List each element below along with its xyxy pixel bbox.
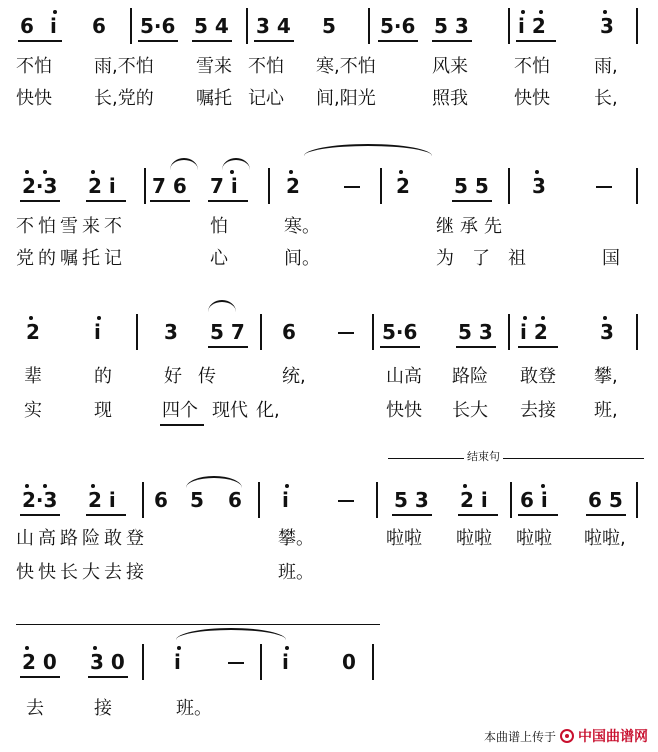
note: 6 [228, 488, 242, 512]
note: 5·6 [380, 14, 416, 38]
note: 6 [154, 488, 168, 512]
note: 2 0 [22, 650, 57, 674]
lyric-line-1: 雨,不怕 [94, 56, 154, 77]
high-dot [541, 484, 545, 488]
underline-beam [392, 514, 432, 516]
lyric-line-2: 班。 [278, 562, 314, 583]
tie-slur [208, 300, 236, 312]
high-dot [603, 316, 607, 320]
note: 3 [532, 174, 546, 198]
lyric-line-2: 化, [256, 400, 280, 421]
underline-beam [88, 676, 128, 678]
underline-beam [432, 40, 472, 42]
barline [368, 8, 370, 44]
underline-beam [86, 514, 126, 516]
barline [372, 314, 374, 350]
underline-beam [18, 40, 62, 42]
sustain-dash [344, 186, 360, 188]
lyric-line-2: 间。 [284, 248, 320, 269]
barline [260, 644, 262, 680]
lyric-line-2: 心 [210, 248, 228, 269]
score-system-5 [16, 614, 652, 724]
lyric-line-2: 长,党的 [94, 88, 154, 109]
lyric-line-1: 的 [94, 366, 112, 387]
footer-text: 本曲谱上传于 [483, 729, 556, 744]
high-dot [177, 646, 181, 650]
underline-beam [378, 40, 418, 42]
note: 6 [20, 14, 34, 38]
high-dot [285, 646, 289, 650]
lyric-line-2: 四个 [162, 400, 198, 421]
note: i [282, 650, 289, 674]
note: 5 3 [394, 488, 429, 512]
ending-bracket-line [16, 624, 380, 625]
barline [142, 482, 144, 518]
barline [508, 314, 510, 350]
note: 5 4 [194, 14, 229, 38]
note: 2 i [88, 174, 116, 198]
underline-beam [452, 200, 492, 202]
underline-beam [516, 40, 556, 42]
underline-beam [20, 676, 60, 678]
site-logo-icon [560, 729, 574, 743]
lyric-line-1: 敢登 [520, 366, 556, 387]
lyric-line-1: 啦啦, [584, 528, 626, 549]
underline-beam [208, 200, 248, 202]
high-dot [91, 170, 95, 174]
note: i [94, 320, 101, 344]
underline-beam [138, 40, 178, 42]
note: 2 [286, 174, 300, 198]
lyric-line-1: 寒,不怕 [316, 56, 376, 77]
barline [636, 8, 638, 44]
underline-beam [254, 40, 294, 42]
underline-beam [20, 514, 60, 516]
lyric-line-1: 攀, [594, 366, 618, 387]
lyric-line-2: 快快长大去接 [16, 562, 148, 583]
note: 7 6 [152, 174, 187, 198]
barline [268, 168, 270, 204]
high-dot [535, 170, 539, 174]
lyric-line-2: 记心 [248, 88, 284, 109]
lyric-line-2: 去接 [520, 400, 556, 421]
high-dot [97, 316, 101, 320]
tie-slur [170, 158, 198, 170]
note: 3 4 [256, 14, 291, 38]
underline-beam [20, 200, 60, 202]
note: 6 [282, 320, 296, 344]
lyric-line-1: 山高路险敢登 [16, 528, 148, 549]
note: 2·3 [22, 174, 58, 198]
lyric-line-2: 国 [602, 248, 620, 269]
note: i [282, 488, 289, 512]
note: 2 [396, 174, 410, 198]
lyric-line-1: 啦啦 [456, 528, 492, 549]
lyric-line-2: 快快 [16, 88, 52, 109]
lyric-line-1: 山高 [386, 366, 422, 387]
underline-beam [518, 514, 558, 516]
high-dot [539, 10, 543, 14]
barline [636, 168, 638, 204]
sustain-dash [596, 186, 612, 188]
note: 5·6 [140, 14, 176, 38]
note: i [174, 650, 181, 674]
note: 5 5 [454, 174, 489, 198]
sustain-dash [228, 662, 244, 664]
lyric-line-2: 间,阳光 [316, 88, 376, 109]
high-dot [289, 170, 293, 174]
score-system-1 [16, 8, 652, 118]
note: 5 [322, 14, 336, 38]
lyric-line-2: 实 [24, 400, 42, 421]
note: i 2 [518, 14, 546, 38]
barline [510, 482, 512, 518]
lyric-line-1: 路险 [452, 366, 488, 387]
note: 2 [26, 320, 40, 344]
sustain-dash [338, 500, 354, 502]
lyric-line-1: 啦啦 [516, 528, 552, 549]
note: 0 [342, 650, 356, 674]
note: i 2 [520, 320, 548, 344]
note: i [50, 14, 57, 38]
lyric-line-1: 啦啦 [386, 528, 422, 549]
note: 3 0 [90, 650, 125, 674]
lyric-line-2: 现 [94, 400, 112, 421]
barline [380, 168, 382, 204]
high-dot [285, 484, 289, 488]
high-dot [43, 484, 47, 488]
lyric-line-2: 现代 [212, 400, 248, 421]
underline-beam [586, 514, 626, 516]
lyric-line-2: 长大 [452, 400, 488, 421]
lyric-line-1: 班。 [176, 698, 212, 719]
underline-beam [380, 346, 420, 348]
barline [636, 482, 638, 518]
lyric-line-1: 雨, [594, 56, 618, 77]
lyric-line-1: 攀。 [278, 528, 314, 549]
underline-beam [456, 346, 496, 348]
barline [636, 314, 638, 350]
tie-slur [186, 476, 242, 488]
underline-beam [86, 200, 126, 202]
note: 6 5 [588, 488, 623, 512]
underline-beam [518, 346, 558, 348]
high-dot [25, 170, 29, 174]
barline [260, 314, 262, 350]
high-dot [541, 316, 545, 320]
ending-bracket-line [388, 458, 644, 459]
note: 3 [164, 320, 178, 344]
high-dot [43, 170, 47, 174]
high-dot [53, 10, 57, 14]
watermark-footer [484, 726, 648, 746]
score-system-3 [16, 300, 652, 440]
tie-slur [222, 158, 250, 170]
lyric-line-2: 长, [594, 88, 618, 109]
lyric-line-1: 寒。 [284, 216, 320, 237]
underline-beam [208, 346, 248, 348]
barline [130, 8, 132, 44]
barline [258, 482, 260, 518]
underline-beam [150, 200, 190, 202]
lyric-line-2: 嘱托 [196, 88, 232, 109]
note: 2·3 [22, 488, 58, 512]
high-dot [399, 170, 403, 174]
barline [246, 8, 248, 44]
barline [508, 8, 510, 44]
note: 3 [600, 320, 614, 344]
note: 5 [190, 488, 204, 512]
note: 2 i [460, 488, 488, 512]
lyric-line-2: 快快 [386, 400, 422, 421]
final-barline-thin [372, 644, 374, 680]
lyric-line-1: 雪来 [196, 56, 232, 77]
lyric-line-1: 怕 [210, 216, 228, 237]
lyric-line-2: 班, [594, 400, 618, 421]
lyric-line-1: 不怕雪来不 [16, 216, 126, 237]
lyric-line-1: 继承先 [436, 216, 508, 237]
note: 7 i [210, 174, 238, 198]
note: 6 [92, 14, 106, 38]
note: 5·6 [382, 320, 418, 344]
sustain-dash [338, 332, 354, 334]
high-dot [521, 10, 525, 14]
high-dot [463, 484, 467, 488]
tie-slur [176, 628, 286, 640]
lyric-underline [160, 424, 204, 426]
score-system-2 [16, 144, 652, 274]
underline-beam [192, 40, 232, 42]
high-dot [25, 484, 29, 488]
lyric-line-1: 去 [26, 698, 44, 719]
note: 6 i [520, 488, 548, 512]
high-dot [603, 10, 607, 14]
barline [144, 168, 146, 204]
barline [508, 168, 510, 204]
underline-beam [458, 514, 498, 516]
high-dot [91, 484, 95, 488]
lyric-line-2: 快快 [514, 88, 550, 109]
lyric-line-1: 辈 [24, 366, 42, 387]
lyric-line-2: 照我 [432, 88, 468, 109]
high-dot [523, 316, 527, 320]
high-dot [230, 170, 234, 174]
high-dot [93, 646, 97, 650]
barline [142, 644, 144, 680]
lyric-line-1: 好传 [164, 366, 232, 387]
note: 5 3 [434, 14, 469, 38]
lyric-line-2: 为了祖 [436, 248, 544, 269]
lyric-line-1: 不怕 [16, 56, 52, 77]
ending-marker-label: 结束句 [464, 450, 503, 464]
barline [376, 482, 378, 518]
lyric-line-1: 统, [282, 366, 306, 387]
footer-brand[interactable]: 中国曲谱网 [578, 729, 648, 745]
lyric-line-1: 不怕 [248, 56, 284, 77]
lyric-line-1: 风来 [432, 56, 468, 77]
note: 3 [600, 14, 614, 38]
high-dot [25, 646, 29, 650]
lyric-line-1: 接 [94, 698, 112, 719]
high-dot [29, 316, 33, 320]
note: 2 i [88, 488, 116, 512]
score-system-4 [16, 450, 652, 590]
tie-slur [304, 144, 432, 156]
lyric-line-2: 党的嘱托记 [16, 248, 126, 269]
lyric-line-1: 不怕 [514, 56, 550, 77]
barline [136, 314, 138, 350]
note: 5 7 [210, 320, 245, 344]
note: 5 3 [458, 320, 493, 344]
